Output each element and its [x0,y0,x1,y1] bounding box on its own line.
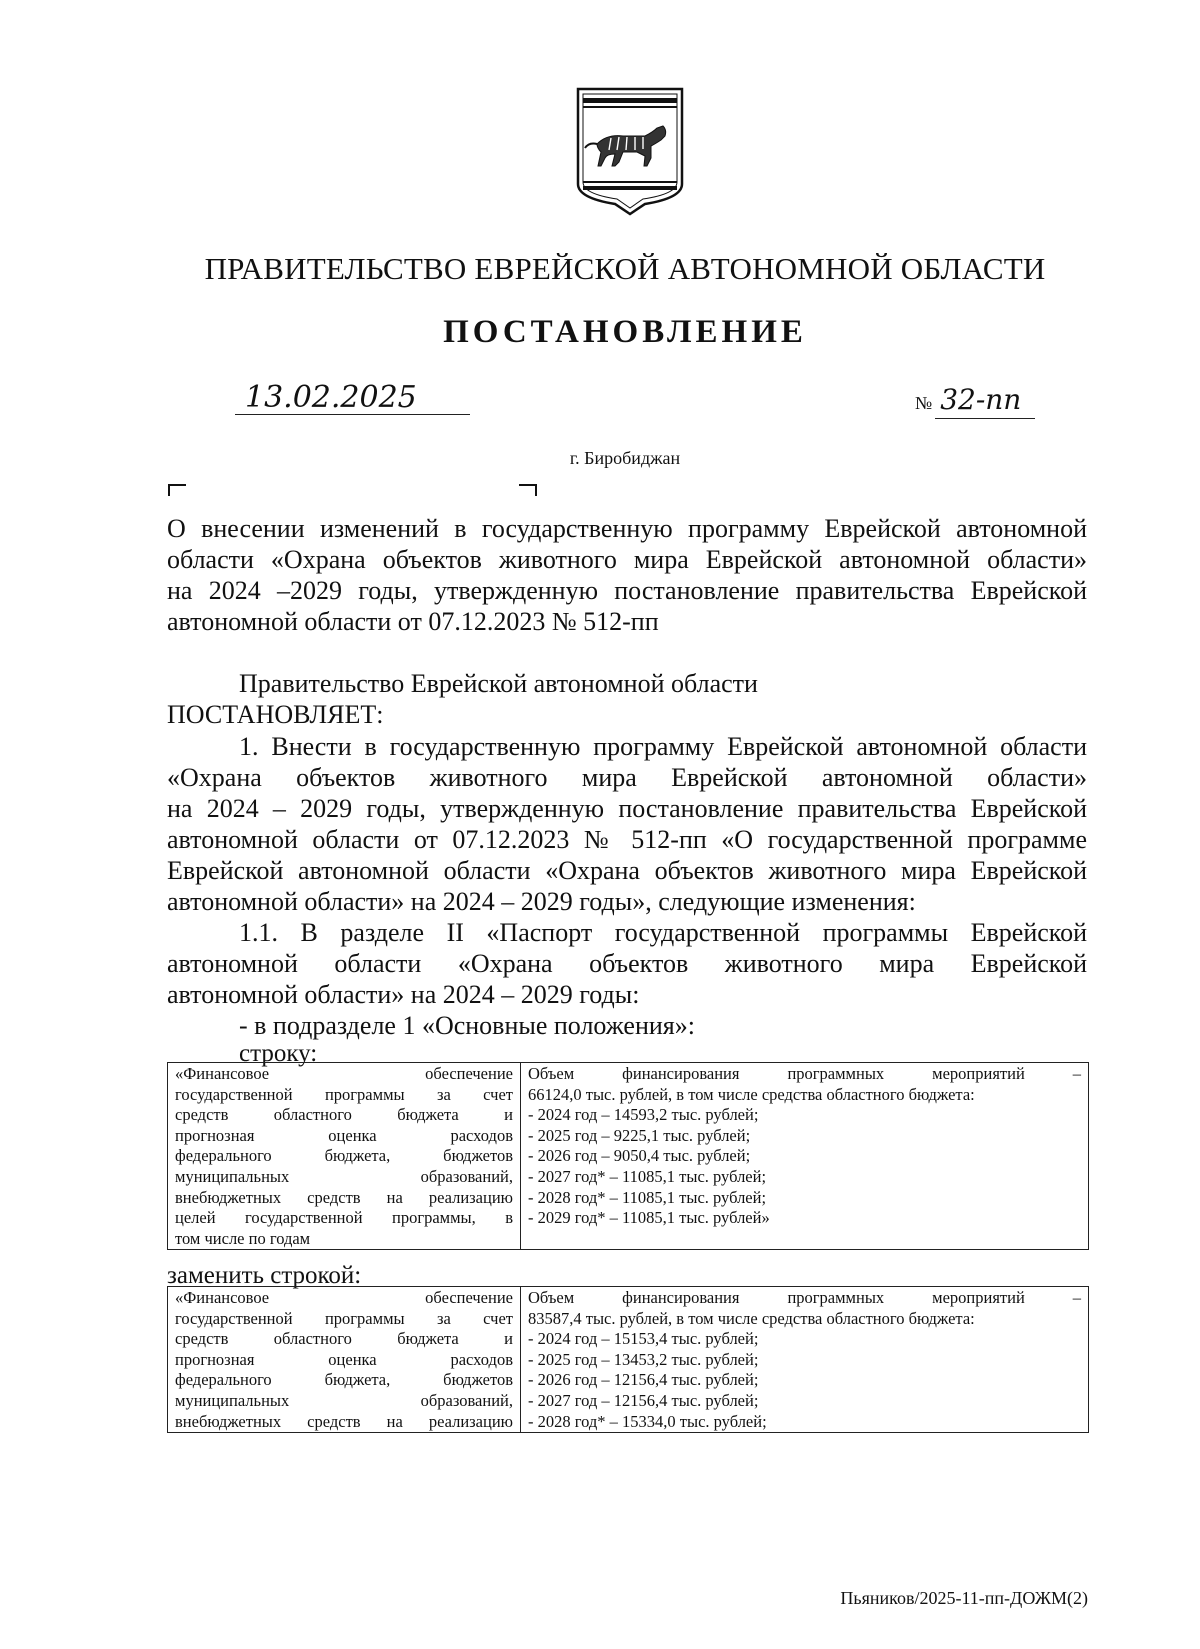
subject-corner-left [168,484,186,496]
cell-line: - 2025 год – 13453,2 тыс. рублей; [528,1349,759,1369]
subject-line: области «Охрана объектов животного мира Еврейской автономной области» [167,545,1087,574]
cell-line: муниципальных образований, [175,1166,513,1186]
paragraph-line: - в подразделе 1 «Основные положения»: [239,1011,695,1040]
paragraph-line: 1. Внести в государственную программу Еврейской автономной области [239,732,1087,761]
preamble-line: Правительство Еврейской автономной области [239,669,758,698]
cell-line: - 2026 год – 9050,4 тыс. рублей; [528,1146,751,1166]
subject-line: О внесении изменений в государственную программу Еврейской автономной [167,514,1087,543]
cell-line: - 2028 год* – 15334,0 тыс. рублей; [528,1411,767,1431]
cell-line: - 2027 год – 12156,4 тыс. рублей; [528,1390,759,1410]
cell-line: целей государственной программы, в [175,1208,513,1228]
number-underline [935,418,1035,419]
table-new-row [167,1286,1089,1433]
paragraph-line: 1.1. В разделе II «Паспорт государственной программы Еврейской [239,918,1087,947]
document-type-title: ПОСТАНОВЛЕНИЕ [443,314,807,350]
cell-line: - 2028 год* – 11085,1 тыс. рублей; [528,1187,767,1207]
cell-line: прогнозная оценка расходов [175,1125,513,1145]
paragraph-line: автономной области от 07.12.2023 № 512-пп «О государственной программе [167,825,1087,854]
table-old-row [167,1062,1089,1250]
cell-line: внебюджетных средств на реализацию [175,1411,513,1431]
cell-line: «Финансовое обеспечение [175,1064,513,1083]
document-number-field [915,383,1030,423]
city-name: г. Биробиджан [569,448,681,468]
cell-line: 66124,0 тыс. рублей, в том числе средства областного бюджета: [528,1084,975,1104]
document-subject [167,513,1087,637]
label-replace [167,1262,1087,1289]
document-date-field [245,380,450,420]
resolves-word: ПОСТАНОВЛЯЕТ: [167,700,384,729]
paragraph-line: автономной области «Охрана объектов животного мира Еврейской [167,949,1087,978]
cell-line: средств областного бюджета и [175,1329,513,1349]
cell-line: Объем финансирования программных мероприятий – [528,1064,1081,1083]
cell-line: государственной программы за счет [175,1308,513,1328]
paragraph-line: на 2024 – 2029 годы, утвержденную постановление правительства Еврейской [167,794,1087,823]
table-cell-right [521,1287,1089,1433]
number-sign: № [915,393,933,413]
subject-corner-right [519,484,537,496]
paragraph-line: автономной области» на 2024 – 2029 годы», следующие изменения: [167,887,916,916]
row-label: строку: [239,1040,318,1067]
document-date: 13.02.2025 [245,380,417,415]
government-name: ПРАВИТЕЛЬСТВО ЕВРЕЙСКОЙ АВТОНОМНОЙ ОБЛАСТИ [204,251,1046,286]
cell-line: том числе по годам [175,1228,311,1248]
paragraph-line: «Охрана объектов животного мира Еврейской автономной области» [167,763,1087,792]
cell-line: 83587,4 тыс. рублей, в том числе средства областного бюджета: [528,1308,975,1328]
cell-line: муниципальных образований, [175,1390,513,1410]
cell-line: средств областного бюджета и [175,1105,513,1125]
paragraph-subsection [167,1010,1087,1041]
paragraph-line: автономной области» на 2024 – 2029 годы: [167,980,640,1009]
cell-line: «Финансовое обеспечение [175,1288,513,1307]
cell-line: - 2024 год – 14593,2 тыс. рублей; [528,1105,759,1125]
cell-line: - 2029 год* – 11085,1 тыс. рублей» [528,1208,770,1228]
subject-line: автономной области от 07.12.2023 № 512-пп [167,607,659,636]
paragraph-1-1 [167,917,1087,1010]
cell-line: Объем финансирования программных мероприятий – [528,1288,1081,1307]
document-number: 32-пп [940,383,1022,416]
cell-line: федерального бюджета, бюджетов [175,1146,513,1166]
cell-line: прогнозная оценка расходов [175,1349,513,1369]
table-cell-left [168,1287,521,1433]
cell-line: государственной программы за счет [175,1084,513,1104]
replace-label: заменить строкой: [167,1262,362,1289]
table-cell-right [521,1063,1089,1250]
cell-line: внебюджетных средств на реализацию [175,1187,513,1207]
table-cell-left [168,1063,521,1250]
document-reference-footer: Пьяников/2025-11-пп-ДОЖМ(2) [840,1588,1088,1608]
table-row [168,1063,1089,1250]
coat-of-arms-emblem [575,86,685,221]
subject-line: на 2024 –2029 годы, утвержденную постановление правительства Еврейской [167,576,1087,605]
cell-line: - 2024 год – 15153,4 тыс. рублей; [528,1329,759,1349]
table-row [168,1287,1089,1433]
cell-line: - 2027 год* – 11085,1 тыс. рублей; [528,1166,767,1186]
cell-line: федерального бюджета, бюджетов [175,1370,513,1390]
cell-line: - 2025 год – 9225,1 тыс. рублей; [528,1125,751,1145]
cell-line: - 2026 год – 12156,4 тыс. рублей; [528,1370,759,1390]
date-underline [235,414,470,415]
preamble [167,668,1087,730]
paragraph-line: Еврейской автономной области «Охрана объектов животного мира Еврейской [167,856,1087,885]
paragraph-1 [167,731,1087,917]
